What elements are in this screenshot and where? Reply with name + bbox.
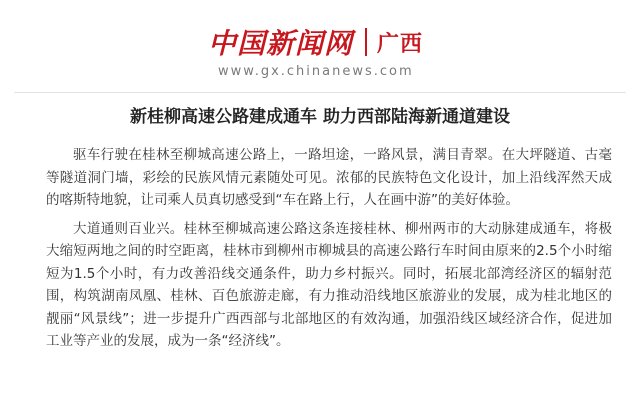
- article-title: 新桂柳高速公路建成通车 助力西部陆海新通道建设: [130, 107, 510, 127]
- article-paragraph: 大道通则百业兴。桂林至柳城高速公路这条连接桂林、柳州两市的大动脉建成通车，将极大缩短两地之间的时空距离，桂林市到柳州市柳城县的高速公路行车时间由原来的2.5个小时缩短为1.5个小时，有力改善沿线交通条件，助力乡村振兴。同时，拓展北部湾经济区的辐射范围，构筑湖南凤凰、桂林、百色旅游走廊，有力推动沿线地区旅游业的发展，成为桂北地区的靓丽“风景线”；进一步提升广西西部与北部地区的有效沟通，加强沿线区域经济合作，促进加工业等产业的发展，成为一条“经济线”。: [46, 220, 612, 349]
- logo-divider: [365, 28, 367, 56]
- header-divider: [14, 92, 626, 93]
- article-body: [46, 144, 612, 359]
- site-logo[interactable]: [208, 22, 423, 62]
- site-header: [0, 0, 640, 90]
- logo-text: 中国新闻网: [208, 27, 354, 60]
- site-url[interactable]: www.gx.chinanews.com: [218, 64, 414, 79]
- article-paragraph: 驱车行驶在桂林至柳城高速公路上，一路坦途，一路风景，满目青翠。在大坪隧道、古毫等隧道洞门墙，彩绘的民族风情元素随处可见。浓郁的民族特色文化设计，加上沿线浑然天成的喀斯特地貌，让司乘人员真切感受到“车在路上行，人在画中游”的美好体验。: [46, 147, 612, 208]
- logo-region: 广西: [377, 31, 424, 57]
